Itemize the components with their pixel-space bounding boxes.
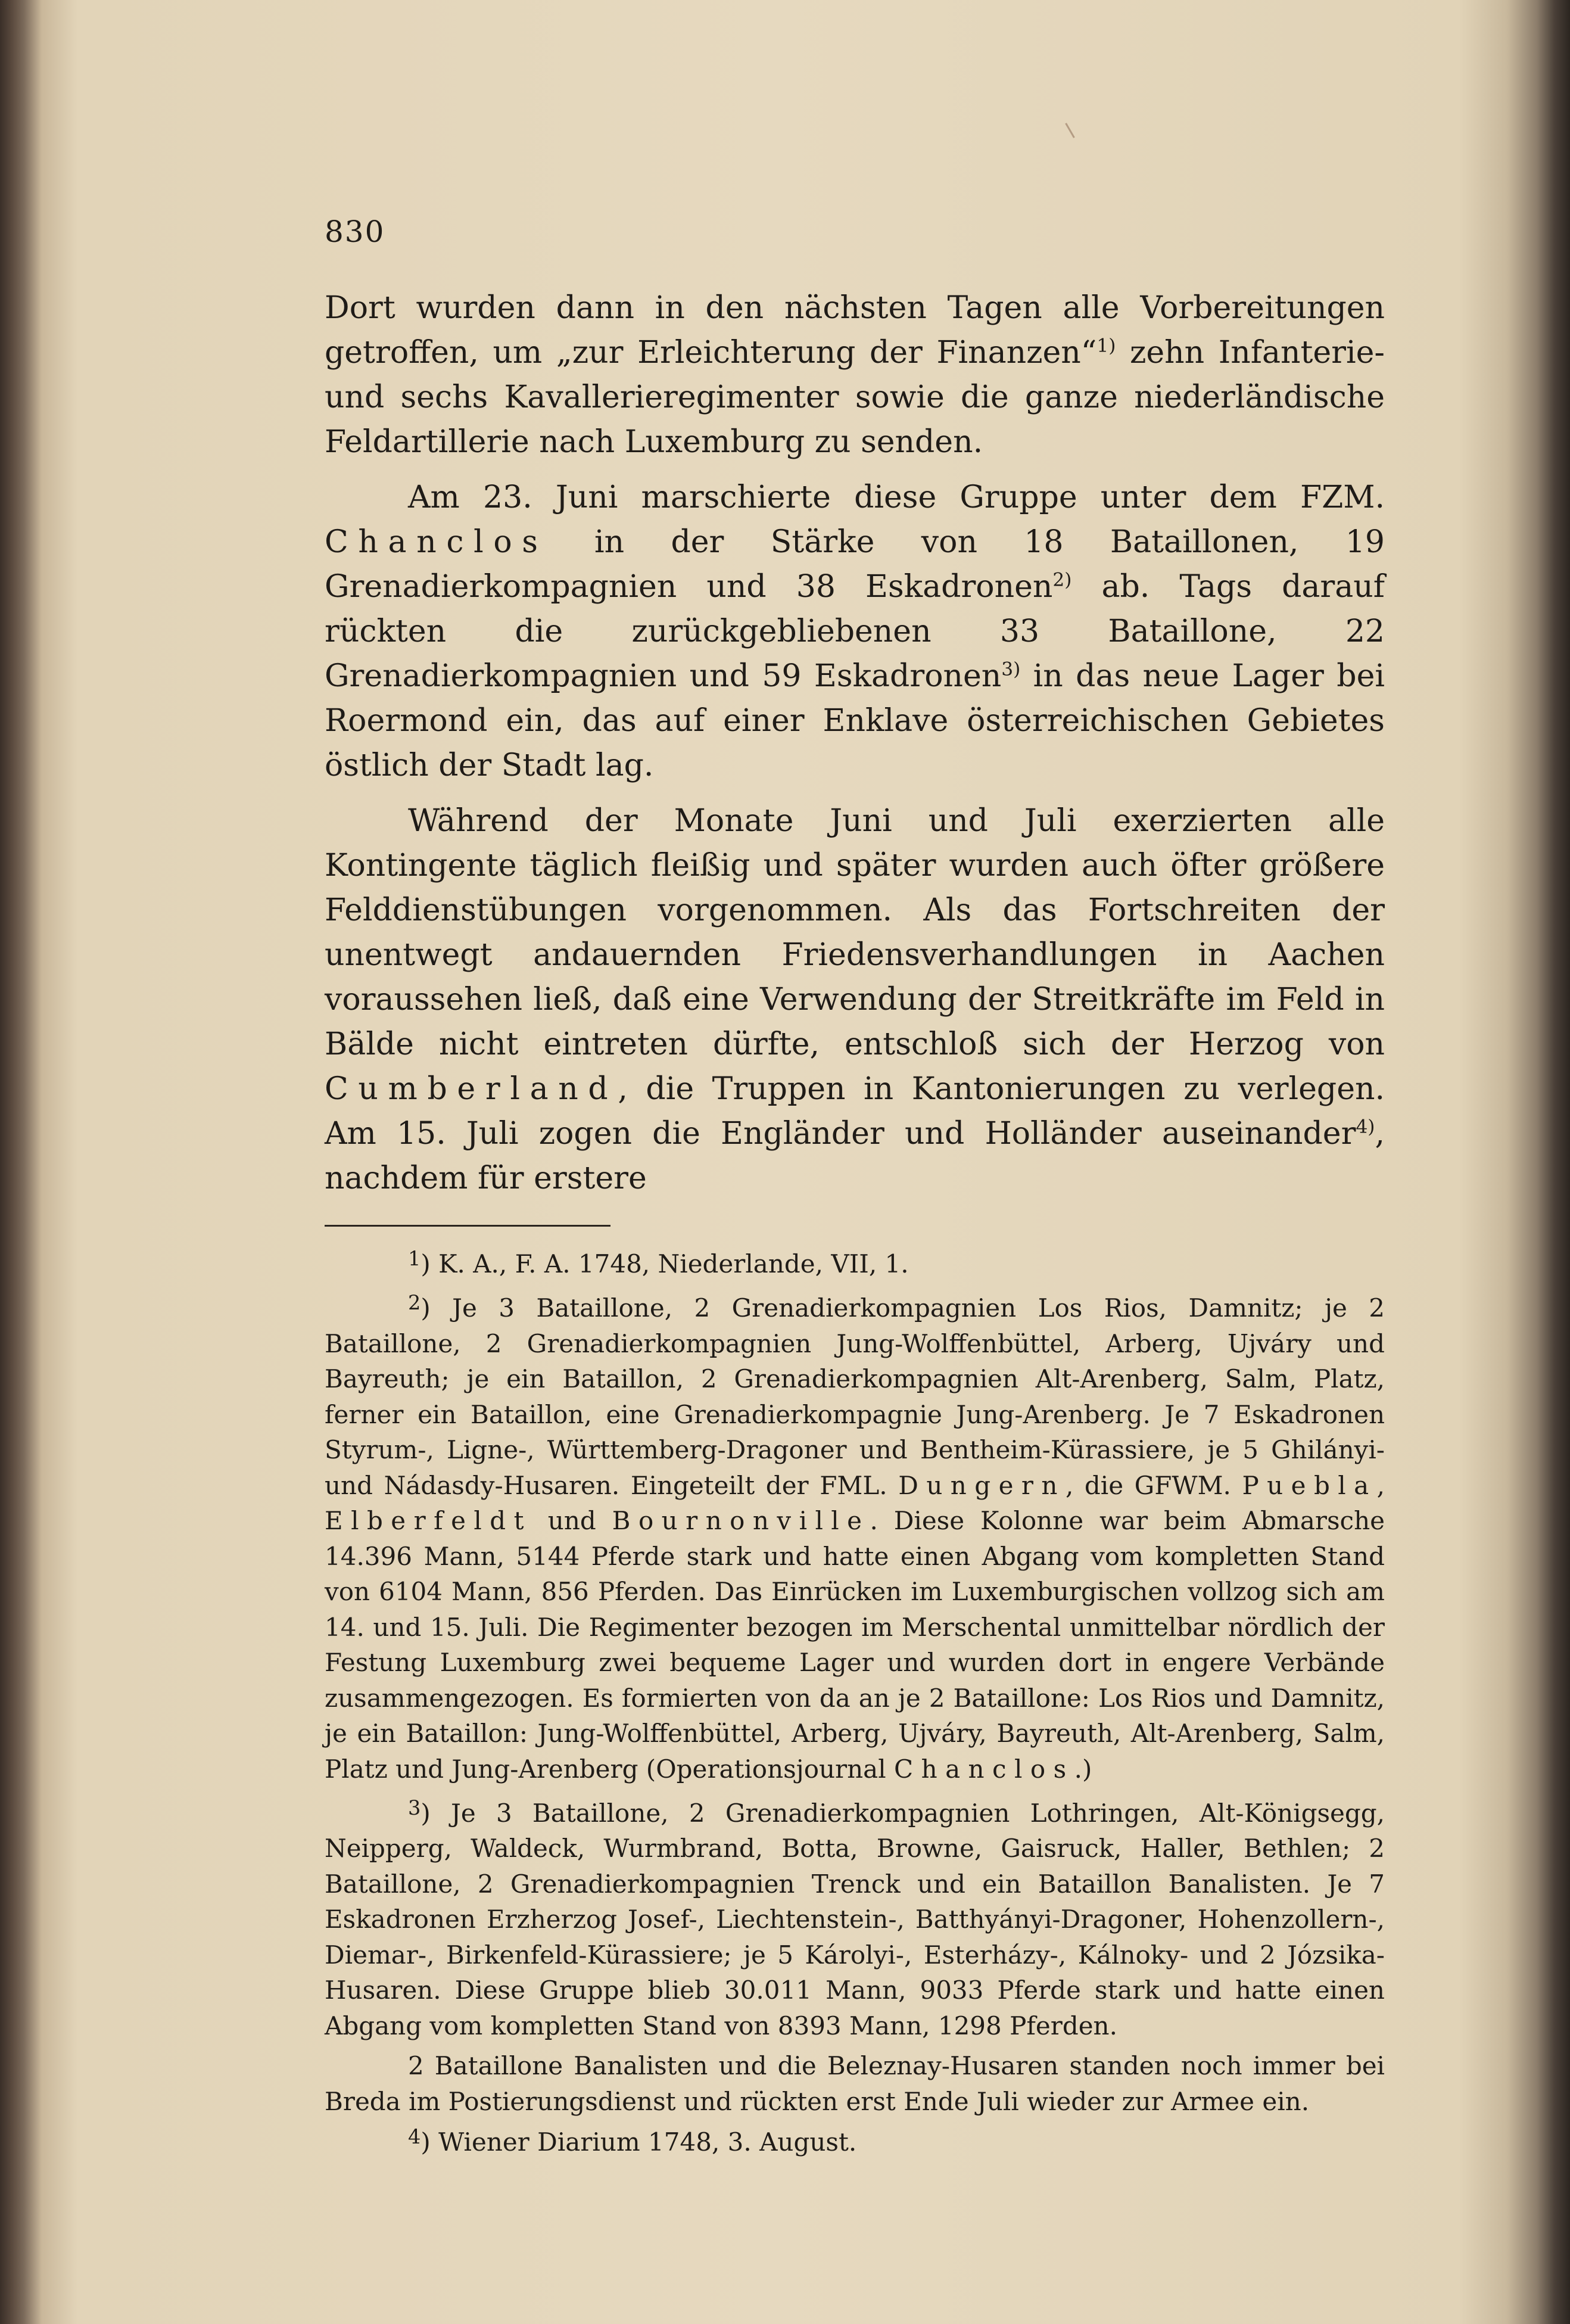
page-number: 830 xyxy=(325,214,385,249)
footnote-3: $^3$) Je 3 Bataillone, 2 Grenadierkompagnien Lothringen, Alt-Königsegg, Neipperg, Waldeck, Wurmbrand, Botta, Browne, Gaisruck, Haller, Bethlen; 2 Bataillone, 2 Grenadierkompagnien Trenck und ein Bataillon Banalisten. Je 7 Eskadronen Erzherzog Josef-, Liechtenstein-, Batthyányi-Dragoner, Hohenzollern-, Diemar-, Birkenfeld-Kürassiere; je 5 Károlyi-, Esterházy-, Kálnoky- und 2 Józsika-Husaren. Diese Gruppe blieb 30.011 Mann, 9033 Pferde stark und hatte einen Abgang vom kompletten Stand von 8393 Mann, 1298 Pferden. xyxy=(325,1796,1385,2040)
footnote-4: $^4$) Wiener Diarium 1748, 3. August. xyxy=(408,2125,857,2157)
footnote-ref-3: 3) xyxy=(1001,658,1021,680)
main-text xyxy=(325,286,1385,1201)
footnote-ref-4: 4) xyxy=(1356,1116,1375,1138)
paragraph-1: Dort wurden dann in den nächsten Tagen alle Vorbereitungen getroffen, um „zur Erleichterung der Finanzen“$^{1)}$ zehn Infanterie- und sechs Kavallerieregimenter sowie die ganze niederländische Feldartillerie nach Luxemburg zu senden. xyxy=(325,290,1385,460)
footnote-2: $^2$) Je 3 Bataillone, 2 Grenadierkompagnien Los Rios, Damnitz; je 2 Bataillone, 2 Grenadierkompagnien Jung-Wolffenbüttel, Arberg, Ujváry und Bayreuth; je ein Bataillon, 2 Grenadierkompagnien Alt-Arenberg, Salm, Platz, ferner ein Bataillon, eine Grenadierkompagnie Jung-Arenberg. Je 7 Eskadronen Styrum-, Ligne-, Württemberg-Dragoner und Bentheim-Kürassiere, je 5 Ghilányi- und Nádasdy-Husaren. Eingeteilt der FML. Dungern, die GFWM. Puebla, Elberfeldt und Bournonville. Diese Kolonne war beim Abmarsche 14.396 Mann, 5144 Pferde stark und hatte einen Abgang vom kompletten Stand von 6104 Mann, 856 Pferden. Das Einrücken im Luxemburgischen vollzog sich am 14. und 15. Juli. Die Regimenter bezogen im Merschental unmittelbar nördlich der Festung Luxemburg zwei bequeme Lager und wurden dort in engere Verbände zusammengezogen. Es formierten von da an je 2 Bataillone: Los Rios und Damnitz, je ein Bataillon: Jung-Wolffenbüttel, Arberg, Ujváry, Bayreuth, Alt-Arenberg, Salm, Platz und Jung-Arenberg (Operationsjournal Chanclos.) xyxy=(325,1291,1385,1784)
footnote-1: $^1$) K. A., F. A. 1748, Niederlande, VII, 1. xyxy=(408,1247,909,1278)
footnote-divider xyxy=(325,1225,610,1227)
footnote-ref-1: 1) xyxy=(1096,335,1116,357)
name-chanclos: Chanclos xyxy=(325,524,548,560)
name-cumberland: Cumberland xyxy=(325,1071,618,1107)
footnote-3-continuation: 2 Bataillone Banalisten und die Beleznay-Husaren standen noch immer bei Breda im Postierungsdienst und rückten erst Ende Juli wieder zur Armee ein. xyxy=(325,2051,1385,2116)
paragraph-2: Am 23. Juni marschierte diese Gruppe unter dem FZM. Chanclos in der Stärke von 18 Bataillonen, 19 Grenadierkompagnien und 38 Eskadronen$^{2)}$ ab. Tags darauf rückten die zurückgebliebenen 33 Bataillone, 22 Grenadierkompagnien und 59 Eskadronen$^{3)}$ in das neue Lager bei Roermond ein, das auf einer Enklave österreichischen Gebietes östlich der Stadt lag. xyxy=(325,480,1385,783)
footnotes xyxy=(325,1241,1385,2160)
book-page xyxy=(325,214,1385,2160)
paragraph-3: Während der Monate Juni und Juli exerzierten alle Kontingente täglich fleißig und später wurden auch öfter größere Felddienstübungen vorgenommen. Als das Fortschreiten der unentwegt andauernden Friedensverhandlungen in Aachen voraussehen ließ, daß eine Verwendung der Streitkräfte im Feld in Bälde nicht eintreten dürfte, entschloß sich der Herzog von Cumberland, die Truppen in Kantonierungen zu verlegen. Am 15. Juli zogen die Engländer und Holländer auseinander$^{4)}$, nachdem für erstere xyxy=(325,803,1385,1196)
footnote-ref-2: 2) xyxy=(1052,569,1072,591)
